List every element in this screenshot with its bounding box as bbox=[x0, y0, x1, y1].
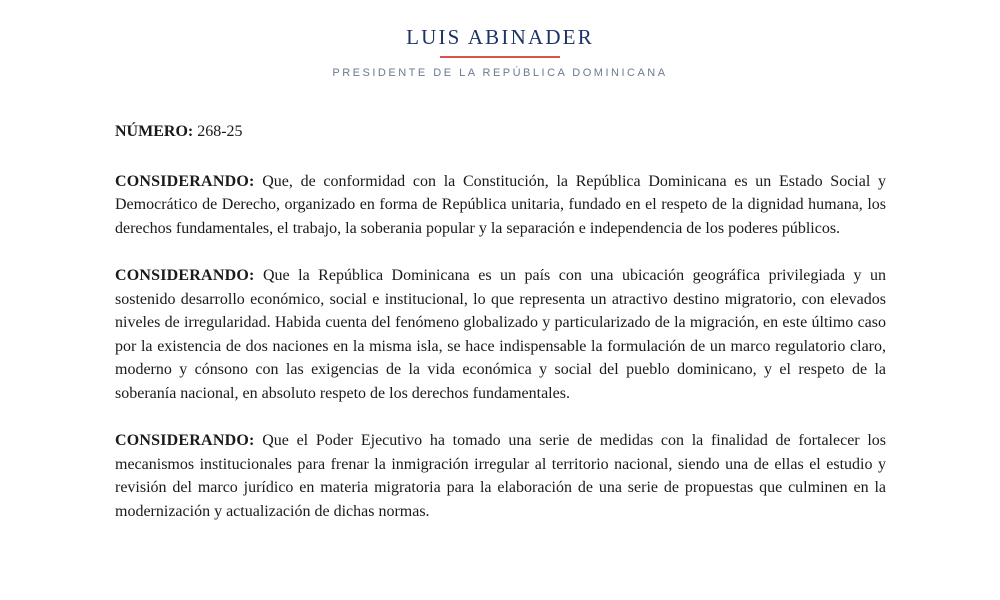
letterhead-title: PRESIDENTE DE LA REPÚBLICA DOMINICANA bbox=[332, 67, 668, 79]
document-number bbox=[115, 120, 886, 144]
paragraph-heading: CONSIDERANDO: bbox=[115, 172, 255, 190]
letterhead bbox=[0, 24, 1000, 79]
considerando-paragraph bbox=[115, 429, 886, 523]
paragraph-text: Que el Poder Ejecutivo ha tomado una serie de medidas con la finalidad de fortalecer los mecanismos institucionales para frenar la inmigración irregular al territorio nacional, siendo una de ellas el estudio y revisión del marco jurídico en materia migratoria para la elaboración de una serie de propuestas que culminen en la modernización y actualización de dichas normas. bbox=[115, 432, 887, 520]
considerando-paragraph bbox=[115, 264, 886, 405]
letterhead-accent-rule bbox=[440, 56, 560, 58]
paragraph-heading: CONSIDERANDO: bbox=[115, 267, 255, 284]
letterhead-name: LUIS ABINADER bbox=[406, 25, 594, 49]
considerando-paragraph bbox=[115, 170, 886, 241]
paragraph-text: Que, de conformidad con la Constitución, la República Dominicana es un Estado Social y Democrático de Derecho, organizado en forma de República unitaria, fundado en el respeto de la dignidad humana, los derechos fundamentales, el trabajo, la soberania popular y la separación e independencia de los poderes públicos. bbox=[115, 172, 887, 237]
paragraph-heading: CONSIDERANDO: bbox=[115, 432, 255, 449]
paragraph-text: Que la República Dominicana es un país con una ubicación geográfica privilegiada y un sostenido desarrollo económico, social e institucional, lo que representa un atractivo destino migratorio, con elevados niveles de irregularidad. Habida cuenta del fenómeno globalizado y particularizado de la migración, en este último caso por la existencia de dos naciones en la misma isla, se hace indispensable la formulación de un marco regulatorio claro, moderno y cónsono con las exigencias de la vida económica y social del pueblo dominicano, y el respeto de la soberanía nacional, en absoluto respeto de los derechos fundamentales. bbox=[115, 267, 887, 402]
document-body bbox=[115, 120, 886, 547]
document-number-value: 268-25 bbox=[197, 123, 243, 140]
document-number-label: NÚMERO: bbox=[115, 123, 194, 140]
